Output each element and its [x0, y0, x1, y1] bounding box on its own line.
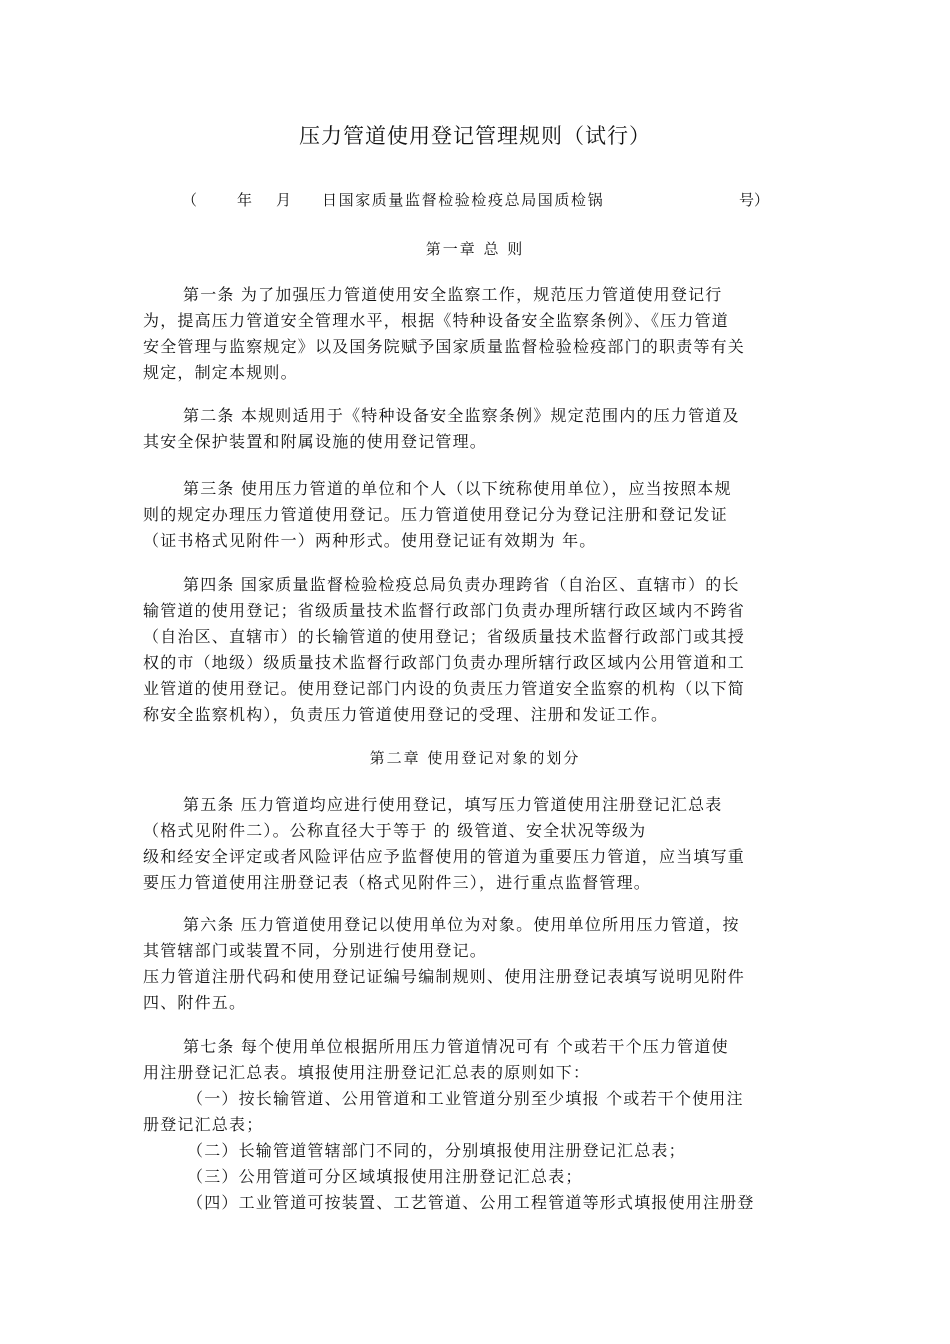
- article-4-line: 称安全监察机构），负责压力管道使用登记的受理、注册和发证工作。: [143, 705, 669, 724]
- article-3-line: 则的规定办理压力管道使用登记。压力管道使用登记分为登记注册和登记发证: [143, 505, 728, 524]
- article-7-line: 用注册登记汇总表。填报使用注册登记汇总表的原则如下：: [143, 1063, 591, 1082]
- article-7-line: 第七条 每个使用单位根据所用压力管道情况可有 个或若干个压力管道使: [183, 1037, 729, 1056]
- article-2-line: 第二条 本规则适用于《特种设备安全监察条例》规定范围内的压力管道及: [183, 406, 740, 425]
- subtitle-issuer: 日国家质量监督检验检疫总局国质检锅: [322, 191, 605, 209]
- subtitle-open-paren: （: [182, 191, 198, 209]
- chapter-heading-1: 第一章 总 则: [425, 240, 525, 258]
- subtitle-month: 月: [276, 191, 292, 209]
- article-1-line: 为，提高压力管道安全管理水平，根据《特种设备安全监察条例》、《压力管道: [143, 311, 730, 330]
- article-1: [143, 282, 808, 386]
- article-2-line: 其安全保护装置和附属设施的使用登记管理。: [143, 432, 488, 451]
- subtitle-year: 年: [237, 191, 253, 209]
- article-7: [143, 1034, 808, 1216]
- subtitle-close: 号）: [739, 191, 770, 209]
- article-5-line: （格式见附件二）。公称直径大于等于 的 级管道、安全状况等级为: [143, 821, 647, 840]
- article-1-line: 安全管理与监察规定》以及国务院赋予国家质量监督检验检疫部门的职责等有关: [143, 337, 746, 356]
- article-6: [143, 912, 808, 1016]
- article-4-line: 权的市（地级）级质量技术监督行政部门负责办理所辖行政区域内公用管道和工: [143, 653, 746, 672]
- article-6-line: 压力管道注册代码和使用登记证编号编制规则、使用注册登记表填写说明见附件: [143, 967, 746, 986]
- article-5-line: 级和经安全评定或者风险评估应予监督使用的管道为重要压力管道，应当填写重: [143, 847, 746, 866]
- document-subtitle: [0, 189, 950, 213]
- article-3-line: 第三条 使用压力管道的单位和个人（以下统称使用单位），应当按照本规: [183, 479, 732, 498]
- article-6-line: 四、附件五。: [143, 993, 247, 1012]
- article-7-item: （二）长输管道管辖部门不同的，分别填报使用注册登记汇总表；: [187, 1141, 686, 1160]
- article-2: [143, 403, 808, 455]
- article-7-item: （四）工业管道可按装置、工艺管道、公用工程管道等形式填报使用注册登: [187, 1193, 755, 1212]
- document-title: 压力管道使用登记管理规则（试行）: [299, 124, 651, 148]
- article-4-line: 业管道的使用登记。使用登记部门内设的负责压力管道安全监察的机构（以下简: [143, 679, 746, 698]
- article-6-line: 第六条 压力管道使用登记以使用单位为对象。使用单位所用压力管道，按: [183, 915, 740, 934]
- article-6-line: 其管辖部门或装置不同，分别进行使用登记。: [143, 941, 488, 960]
- article-7-item: （一）按长输管道、公用管道和工业管道分别至少填报 个或若干个使用注: [187, 1089, 744, 1108]
- article-5-line: 要压力管道使用注册登记表（格式见附件三），进行重点监督管理。: [143, 873, 652, 892]
- article-4-line: 第四条 国家质量监督检验检疫总局负责办理跨省（自治区、直辖市）的长: [183, 575, 740, 594]
- article-4: [143, 572, 808, 728]
- article-5-line: 第五条 压力管道均应进行使用登记，填写压力管道使用注册登记汇总表: [183, 795, 723, 814]
- article-7-item: 册登记汇总表；: [143, 1115, 264, 1134]
- article-1-line: 第一条 为了加强压力管道使用安全监察工作，规范压力管道使用登记行: [183, 285, 723, 304]
- article-7-item: （三）公用管道可分区域填报使用注册登记汇总表；: [187, 1167, 583, 1186]
- article-1-line: 规定，制定本规则。: [143, 363, 298, 382]
- chapter-heading-2: 第二章 使用登记对象的划分: [369, 749, 581, 767]
- article-4-line: 输管道的使用登记；省级质量技术监督行政部门负责办理所辖行政区域内不跨省: [143, 601, 746, 620]
- article-3: [143, 476, 808, 554]
- article-3-line: （证书格式见附件一）两种形式。使用登记证有效期为 年。: [143, 531, 597, 550]
- article-5: [143, 792, 808, 896]
- article-4-line: （自治区、直辖市）的长输管道的使用登记；省级质量技术监督行政部门或其授: [143, 627, 746, 646]
